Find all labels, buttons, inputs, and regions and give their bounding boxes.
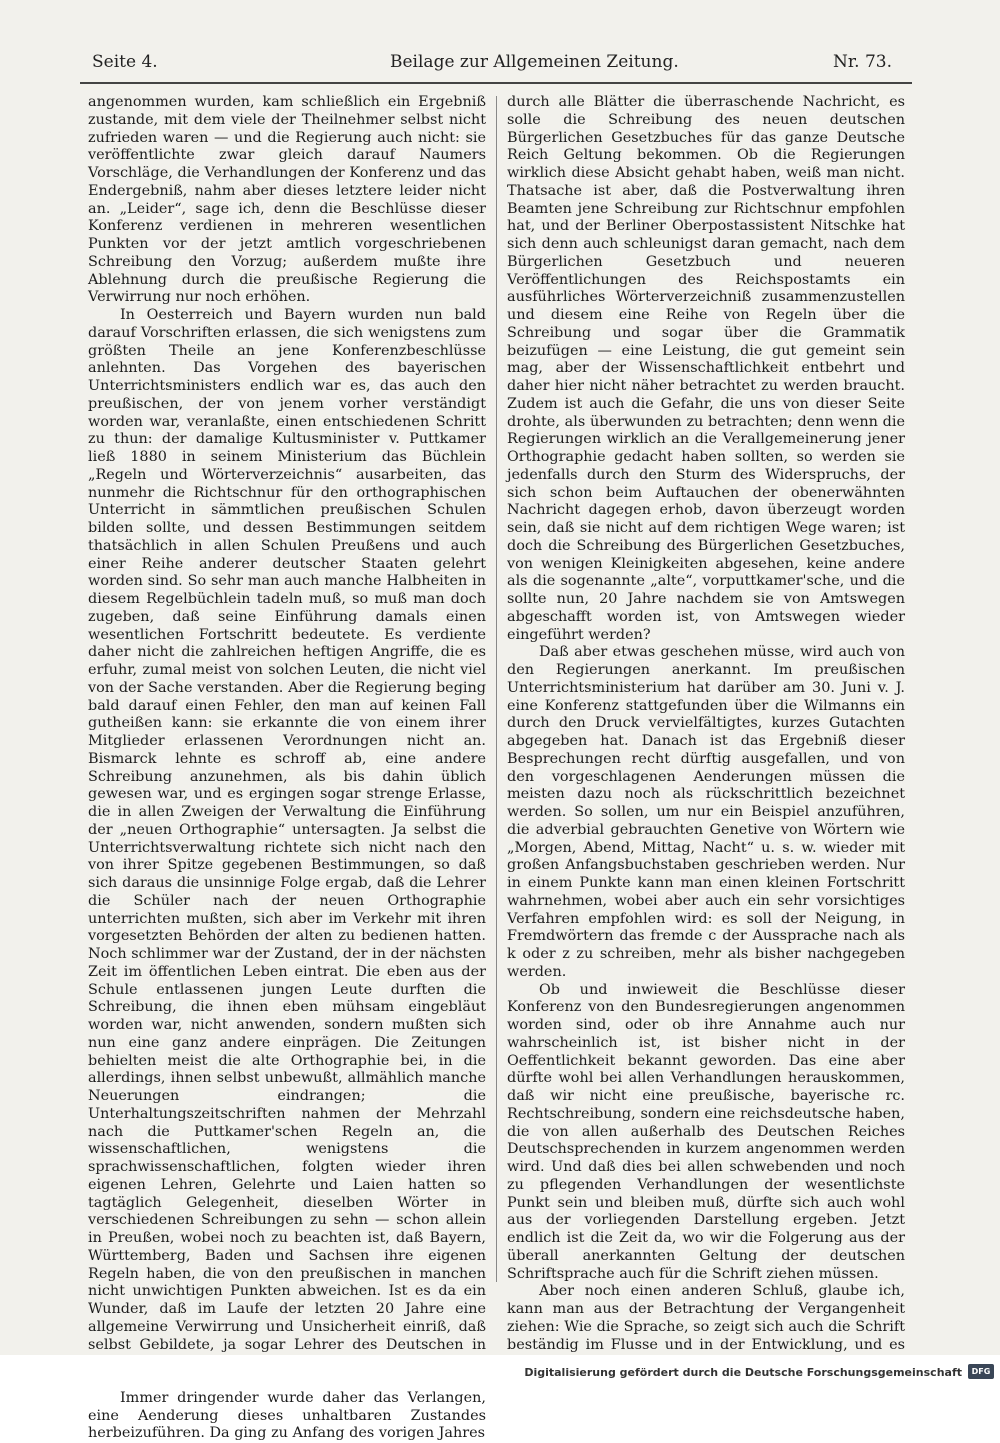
column-divider: [496, 96, 497, 1282]
paragraph: durch alle Blätter die überraschende Nachricht, es solle die Schreibung des neuen deutschen Bürgerlichen Gesetzbuches für das ganze Deutsche Reich Geltung bekommen. Ob die Regierungen wirklich diese Absicht gehabt haben, weiß man nicht. Thatsache ist aber, daß die Postverwaltung ihren Beamten jene Schreibung zur Richtschnur empfohlen hat, und der Berliner Oberpostassistent Nitschke hat sich denn auch schleunigst daran gemacht, nach dem Bürgerlichen Gesetzbuch und neueren Veröffentlichungen des Reichspostamts ein ausführliches Wörterverzeichniß zusammenzustellen und diesem eine Reihe von Regeln über die Schreibung und sogar über die Grammatik beizufügen — eine Leistung, die gut gemeint sein mag, aber der Wissenschaftlichkeit entbehrt und daher hier nicht näher betrachtet zu werden braucht. Zudem ist auch die Gefahr, die uns von dieser Seite drohte, als überwunden zu betrachten; denn wenn die Regierungen wirklich an die Verallgemeinerung jener Orthographie gedacht haben sollten, so werden sie jedenfalls durch den Sturm des Widerspruchs, der sich schon beim Auftauchen der obenerwähnten Nachricht dagegen erhob, davon überzeugt worden sein, daß sie nicht auf dem richtigen Wege waren; ist doch die Schreibung des Bürgerlichen Gesetzbuches, von wenigen Kleinigkeiten abgesehen, keine andere als die sogenannte „alte“, vorputtkamer'sche, und die sollte nun, 20 Jahre nachdem sie von Amtswegen abgeschafft worden ist, von Amtswegen wieder eingeführt werden?: [507, 94, 905, 643]
publication-title: Beilage zur Allgemeinen Zeitung.: [390, 52, 679, 72]
left-column: [88, 94, 486, 1443]
paragraph: Aber noch einen anderen Schluß, glaube ich, kann man aus der Betrachtung der Vergangenheit ziehen: Wie die Sprache, so zeigt sich auch die Schrift beständig im Flusse und in der Entwicklung, und es: [507, 1283, 905, 1353]
paragraph: angenommen wurden, kam schließlich ein Ergebniß zustande, mit dem viele der Theilnehmer selbst nicht zufrieden waren — und die Regierung auch nicht: sie veröffentlichte zwar gleich darauf Naumers Vorschläge, die Verhandlungen der Konferenz und das Endergebniß, nahm aber dieses letztere leider nicht an. „Leider“, sage ich, denn die Beschlüsse dieser Konferenz verdienen in mehreren wesentlichen Punkten vor der jetzt amtlich vorgeschriebenen Schreibung den Vorzug; außerdem mußte ihre Ablehnung durch die preußische Regierung die Verwirrung nur noch erhöhen.: [88, 94, 486, 306]
funding-credit: Digitalisierung gefördert durch die Deutsche Forschungsgemeinschaft: [524, 1366, 962, 1379]
paragraph: Daß aber etwas geschehen müsse, wird auch von den Regierungen anerkannt. Im preußischen Unterrichtsministerium hat darüber am 30. Juni v. J. eine Konferenz stattgefunden über die Wilmanns ein durch den Druck vervielfältigtes, kurzes Gutachten abgegeben hat. Danach ist das Ergebniß dieser Besprechungen recht dürftig ausgefallen, und von den vorgeschlagenen Aenderungen müssen die meisten dazu noch als rückschrittlich bezeichnet werden. So sollen, um nur ein Beispiel anzuführen, die adverbial gebrauchten Genetive von Wörtern wie „Morgen, Abend, Mittag, Nacht“ u. s. w. wieder mit großen Anfangsbuchstaben geschrieben werden. Nur in einem Punkte kann man einen kleinen Fortschritt wahrnehmen, wobei aber auch ein sehr vorsichtiges Verfahren empfohlen wird: es soll der Neigung, in Fremdwörtern das fremde c der Aussprache nach als k oder z zu schreiben, mehr als bisher nachgegeben werden.: [507, 644, 905, 980]
right-column: [507, 94, 905, 1372]
paragraph: In Oesterreich und Bayern wurden nun bald darauf Vorschriften erlassen, die sich wenigstens zum größten Theile an jene Konferenzbeschlüsse anlehnten. Das Vorgehen des bayerischen Unterrichtsministers endlich war es, das auch den preußischen, der von jenem vorher verständigt worden war, veranlaßte, einen entschiedenen Schritt zu thun: der damalige Kultusminister v. Puttkamer ließ 1880 in seinem Ministerium das Büchlein „Regeln und Wörterverzeichnis“ ausarbeiten, das nunmehr die Richtschnur für den orthographischen Unterricht in sämmtlichen preußischen Schulen bilden sollte, und dessen Bestimmungen seitdem thatsächlich in allen Schulen Preußens und auch einer Reihe anderer deutscher Staaten gelehrt worden sind. So sehr man auch manche Halbheiten in diesem Regelbüchlein tadeln muß, so muß man doch zugeben, daß seine Einführung damals einen wesentlichen Fortschritt bedeutete. Es verdiente daher nicht die zahlreichen heftigen Angriffe, die es erfuhr, zumal meist von solchen Leuten, die nicht viel von der Sache verstanden. Aber die Regierung beging bald darauf einen Fehler, den man auf keinen Fall gutheißen kann: sie erkannte die von einem ihrer Mitglieder erlassenen Verordnungen nicht an. Bismarck lehnte es schroff ab, eine andere Schreibung anzunehmen, als bis dahin üblich gewesen war, und es ergingen sogar strenge Erlasse, die in allen Zweigen der Verwaltung die Einführung der „neuen Orthographie“ untersagten. Ja selbst die Unterrichtsverwaltung richtete sich nicht nach den von ihrer Spitze gegebenen Bestimmungen, so daß sich daraus die unsinnige Folge ergab, daß die Lehrer die Schüler nach der neuen Orthographie unterrichten mußten, sich aber im Verkehr mit ihren vorgesetzten Behörden der alten zu bedienen hatten. Noch schlimmer war der Zustand, der in der nächsten Zeit im öffentlichen Leben eintrat. Die eben aus der Schule entlassenen jungen Leute durften die Schreibung, die ihnen eben mühsam eingebläut worden war, nicht anwenden, sondern mußten sich nun eine ganz andere einprägen. Die Zeitungen behielten meist die alte Orthographie bei, in die allerdings, ihnen selbst unbewußt, allmählich manche Neuerungen eindrangen; die Unterhaltungszeitschriften nahmen der Mehrzahl nach die Puttkamer'schen Regeln an, die wissenschaftlichen, wenigstens die sprachwissenschaftlichen, folgten wieder ihren eigenen Lehren, Gelehrte und Laien hatten so tagtäglich Gelegenheit, dieselben Wörter in verschiedenen Schreibungen zu sehn — schon allein in Preußen, wobei noch zu beachten ist, daß Bayern, Württemberg, Baden und Sachsen ihre eigenen Regeln haben, die von den preußischen in manchen nicht unwichtigen Punkten abweichen. Ist es da ein Wunder, daß im Laufe der letzten 20 Jahre eine allgemeine Verwirrung und Unsicherheit einriß, daß selbst Gebildete, ja sogar Lehrer des Deutschen in: [88, 307, 486, 1353]
page-label: Seite 4.: [92, 52, 158, 72]
digitization-footer: [0, 1355, 1000, 1388]
paragraph: Immer dringender wurde daher das Verlangen, eine Aenderung dieses unhaltbaren Zustandes herbeizuführen. Da ging zu Anfang des vorigen Jahres: [88, 1389, 486, 1442]
dfg-logo-icon: DFG: [968, 1364, 994, 1379]
paragraph: Ob und inwieweit die Beschlüsse dieser Konferenz von den Bundesregierungen angenommen worden sind, oder ob ihre Annahme auch nur wahrscheinlich ist, ist bisher nicht in der Oeffentlichkeit bekannt geworden. Das eine aber dürfte wohl bei allen Verhandlungen herauskommen, daß wir nicht eine preußische, bayerische rc. Rechtschreibung, sondern eine reichsdeutsche haben, die von allen außerhalb des Deutschen Reiches Deutschsprechenden in kurzem angenommen werden wird. Und daß dies bei allen schwebenden und noch zu pflegenden Verhandlungen der wesentlichste Punkt sein und bleiben muß, dürfte sich auch wohl aus der vorliegenden Darstellung ergeben. Jetzt endlich ist die Zeit da, wo wir die Folgerung aus der überall anerkannten Geltung der deutschen Schriftsprache auch für die Schrift ziehen müssen.: [507, 981, 905, 1282]
issue-number: Nr. 73.: [833, 52, 892, 72]
page-header: [80, 52, 910, 82]
header-divider: [80, 82, 912, 84]
